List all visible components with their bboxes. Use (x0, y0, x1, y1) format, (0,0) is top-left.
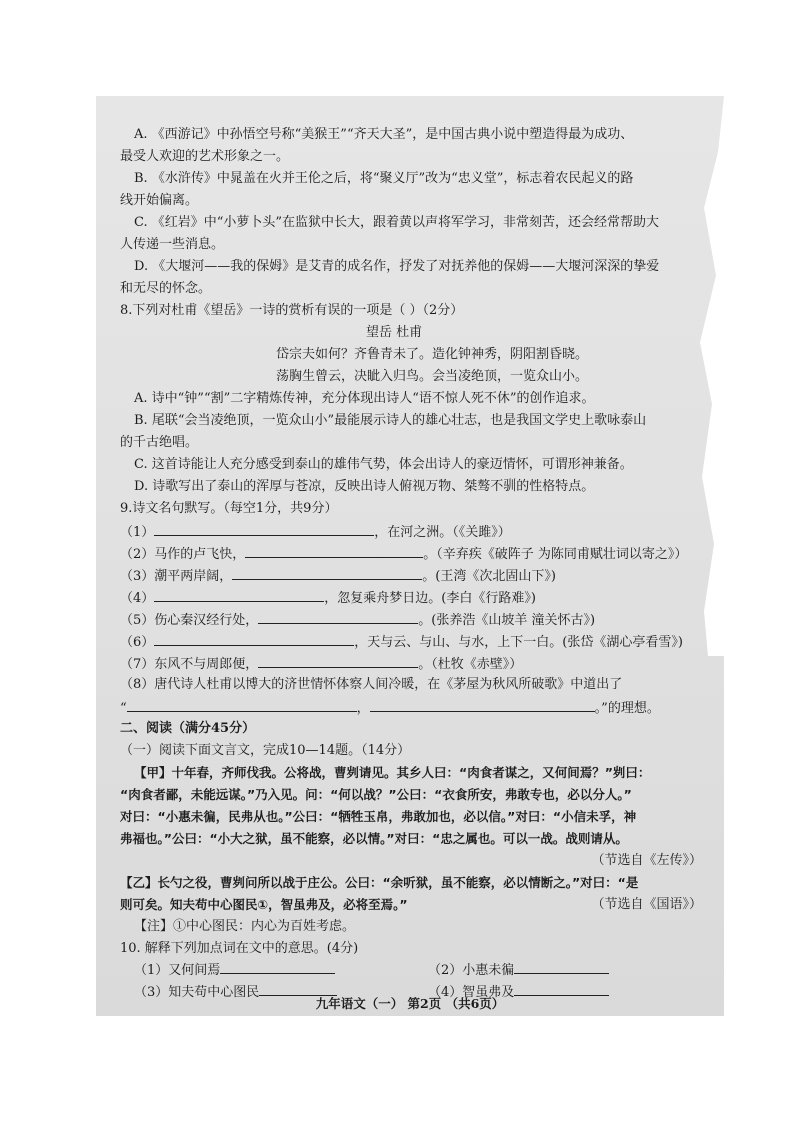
page-footer: 九年语文（一） 第2页 （共6页） (315, 996, 505, 1011)
q9-5-suffix: 。(张养浩《山坡羊 潼关怀古》) (418, 613, 596, 628)
q7-option-c: C. 《红岩》中“小萝卜头”在监狱中长大，跟着黄以声将军学习，非常刻苦，还会经常帮助大 (134, 215, 660, 230)
q9-4-suffix: ，忽复乘舟梦日边。(李白《行路难》) (324, 591, 536, 606)
q9-6-suffix: ，天与云、与山、与水，上下一白。(张岱《湖心亭看雪》) (354, 635, 683, 650)
q10-3-label: （3）知夫苟中心图民 (134, 985, 260, 1000)
q7-option-a-cont: 最受人欢迎的艺术形象之一。 (120, 149, 290, 164)
q9-4-prefix: （4） (120, 591, 155, 606)
q9-line-8: （8）唐代诗人杜甫以博大的济世情怀体察人间冷暖，在《茅屋为秋风所破歌》中道出了 (120, 677, 623, 692)
q10-item-1 (134, 960, 335, 980)
q8-option-d: D. 诗歌写出了泰山的浑厚与苍凉，反映出诗人俯视万物、桀骜不驯的性格特点。 (134, 479, 595, 494)
q9-3-suffix: 。(王湾《次北固山下》) (422, 569, 556, 584)
passage-jia-line-2: “肉食者鄙，未能远谋。”乃入见。问：“何以战？”公曰：“衣食所安，弗敢专也，必以分人。” (120, 787, 632, 802)
q7-option-d: D. 《大堰河——我的保姆》是艾青的成名作，抒发了对抚养他的保姆——大堰河深深的挚爱 (134, 259, 660, 274)
q9-stem: 9.诗文名句默写。（每空1分，共9分） (120, 501, 338, 516)
answer-blank[interactable] (220, 960, 335, 974)
section-reading-title: 二、阅读（满分45分） (120, 721, 256, 736)
q10-4-label: （4）智虽弗及 (428, 985, 515, 1000)
q10-stem: 10. 解释下列加点词在文中的意思。(4分) (120, 941, 359, 956)
answer-blank[interactable] (258, 610, 418, 624)
answer-blank[interactable] (245, 544, 423, 558)
q9-1-suffix: ，在河之洲。（《关雎》） (374, 525, 511, 540)
q9-6-prefix: （6） (120, 635, 155, 650)
comma: ， (356, 701, 370, 716)
q9-line-7 (120, 654, 522, 674)
q9-line-8-cont (120, 698, 660, 718)
open-quote: “ (120, 701, 127, 716)
q9-3-prefix: （3）潮平两岸阔， (120, 569, 233, 584)
q10-2-label: （2）小惠未徧 (428, 963, 515, 978)
q9-line-6 (120, 632, 683, 652)
q9-line-5 (120, 610, 595, 630)
q9-7-prefix: （7）东风不与周郎便， (120, 657, 259, 672)
reading-intro: （一）阅读下面文言文，完成10—14题。（14分） (120, 743, 411, 758)
passage-jia-line-4: 弗福也。”公曰：“小大之狱，虽不能察，必以情。”对曰：“忠之属也。可以一战。战则请从。 (120, 831, 628, 846)
passage-jia-source: （节选自《左传》） (591, 853, 702, 868)
q9-line-2 (120, 544, 687, 564)
q8-option-c: C. 这首诗能让人充分感受到泰山的雄伟气势，体会出诗人的豪迈情怀，可谓形神兼备。 (134, 457, 633, 472)
q9-2-suffix: 。（辛弃疾《破阵子 为陈同甫赋壮词以寄之》） (423, 547, 688, 562)
passage-yi-source: （节选自《国语》） (591, 897, 702, 912)
answer-blank[interactable] (154, 632, 354, 646)
answer-blank[interactable] (154, 588, 324, 602)
answer-blank[interactable] (258, 654, 418, 668)
q8-stem: 8.下列对杜甫《望岳》一诗的赏析有误的一项是（ ）（2分） (120, 303, 464, 318)
q10-1-label: （1）又何间焉 (134, 963, 221, 978)
passage-yi-line-2: 则可矣。知夫苟中心图民①，智虽弗及，必将至焉。” (120, 897, 408, 912)
answer-blank[interactable] (154, 522, 374, 536)
passage-yi-line-1: 【乙】长勺之役，曹刿问所以战于庄公。公曰：“余听狱，虽不能察，必以情断之。”对曰：“是 (120, 875, 639, 890)
q7-option-a: A. 《西游记》中孙悟空号称“美猴王”“齐天大圣”，是中国古典小说中塑造得最为成功、 (134, 127, 634, 142)
poem-line-1: 岱宗夫如何？齐鲁青未了。造化钟神秀，阴阳割昏晓。 (276, 347, 589, 362)
q8-option-b-cont: 的千古绝唱。 (120, 435, 199, 450)
q10-item-2 (428, 960, 609, 980)
q9-1-prefix: （1） (120, 525, 155, 540)
q7-option-c-cont: 人传递一些消息。 (120, 237, 225, 252)
q7-option-b: B. 《水浒传》中晁盖在火并王伦之后，将“聚义厅”改为“忠义堂”，标志着农民起义的路 (134, 171, 634, 186)
poem-line-2: 荡胸生曾云，决眦入归鸟。会当凌绝顶，一览众山小。 (276, 369, 589, 384)
q8-option-a: A. 诗中“钟”“割”二字精炼传神，充分体现出诗人“语不惊人死不休”的创作追求。 (134, 391, 595, 406)
paper-content (96, 96, 724, 1016)
q9-line-3 (120, 566, 556, 586)
answer-blank[interactable] (514, 960, 609, 974)
passage-jia-line-1: 【甲】十年春，齐师伐我。公将战，曹刿请见。其乡人曰：“肉食者谋之，又何间焉？”刿曰： (134, 765, 651, 780)
q7-option-b-cont: 线开始偏离。 (120, 193, 199, 208)
poem-title: 望岳 杜甫 (366, 325, 423, 340)
q9-line-1 (120, 522, 511, 542)
q7-option-d-cont: 和无尽的怀念。 (120, 281, 212, 296)
passage-jia-line-3: 对曰：“小惠未徧，民弗从也。”公曰：“牺牲玉帛，弗敢加也，必以信。”对曰：“小信未孚，神 (120, 809, 637, 824)
q9-2-prefix: （2）马作的卢飞快， (120, 547, 246, 562)
annotation-note: 【注】①中心图民：内心为百姓考虑。 (134, 919, 356, 934)
answer-blank[interactable] (127, 698, 357, 712)
q9-7-suffix: 。（杜牧《赤壁》） (418, 657, 523, 672)
exam-paper (96, 96, 724, 1016)
q9-8-suffix: 。”的理想。 (594, 701, 660, 716)
q8-option-b: B. 尾联“会当凌绝顶，一览众山小”最能展示诗人的雄心壮志，也是我国文学史上歌咏泰山 (134, 413, 647, 428)
answer-blank[interactable] (232, 566, 422, 580)
answer-blank[interactable] (370, 698, 595, 712)
q9-line-4 (120, 588, 536, 608)
q9-5-prefix: （5）伤心秦汉经行处， (120, 613, 259, 628)
